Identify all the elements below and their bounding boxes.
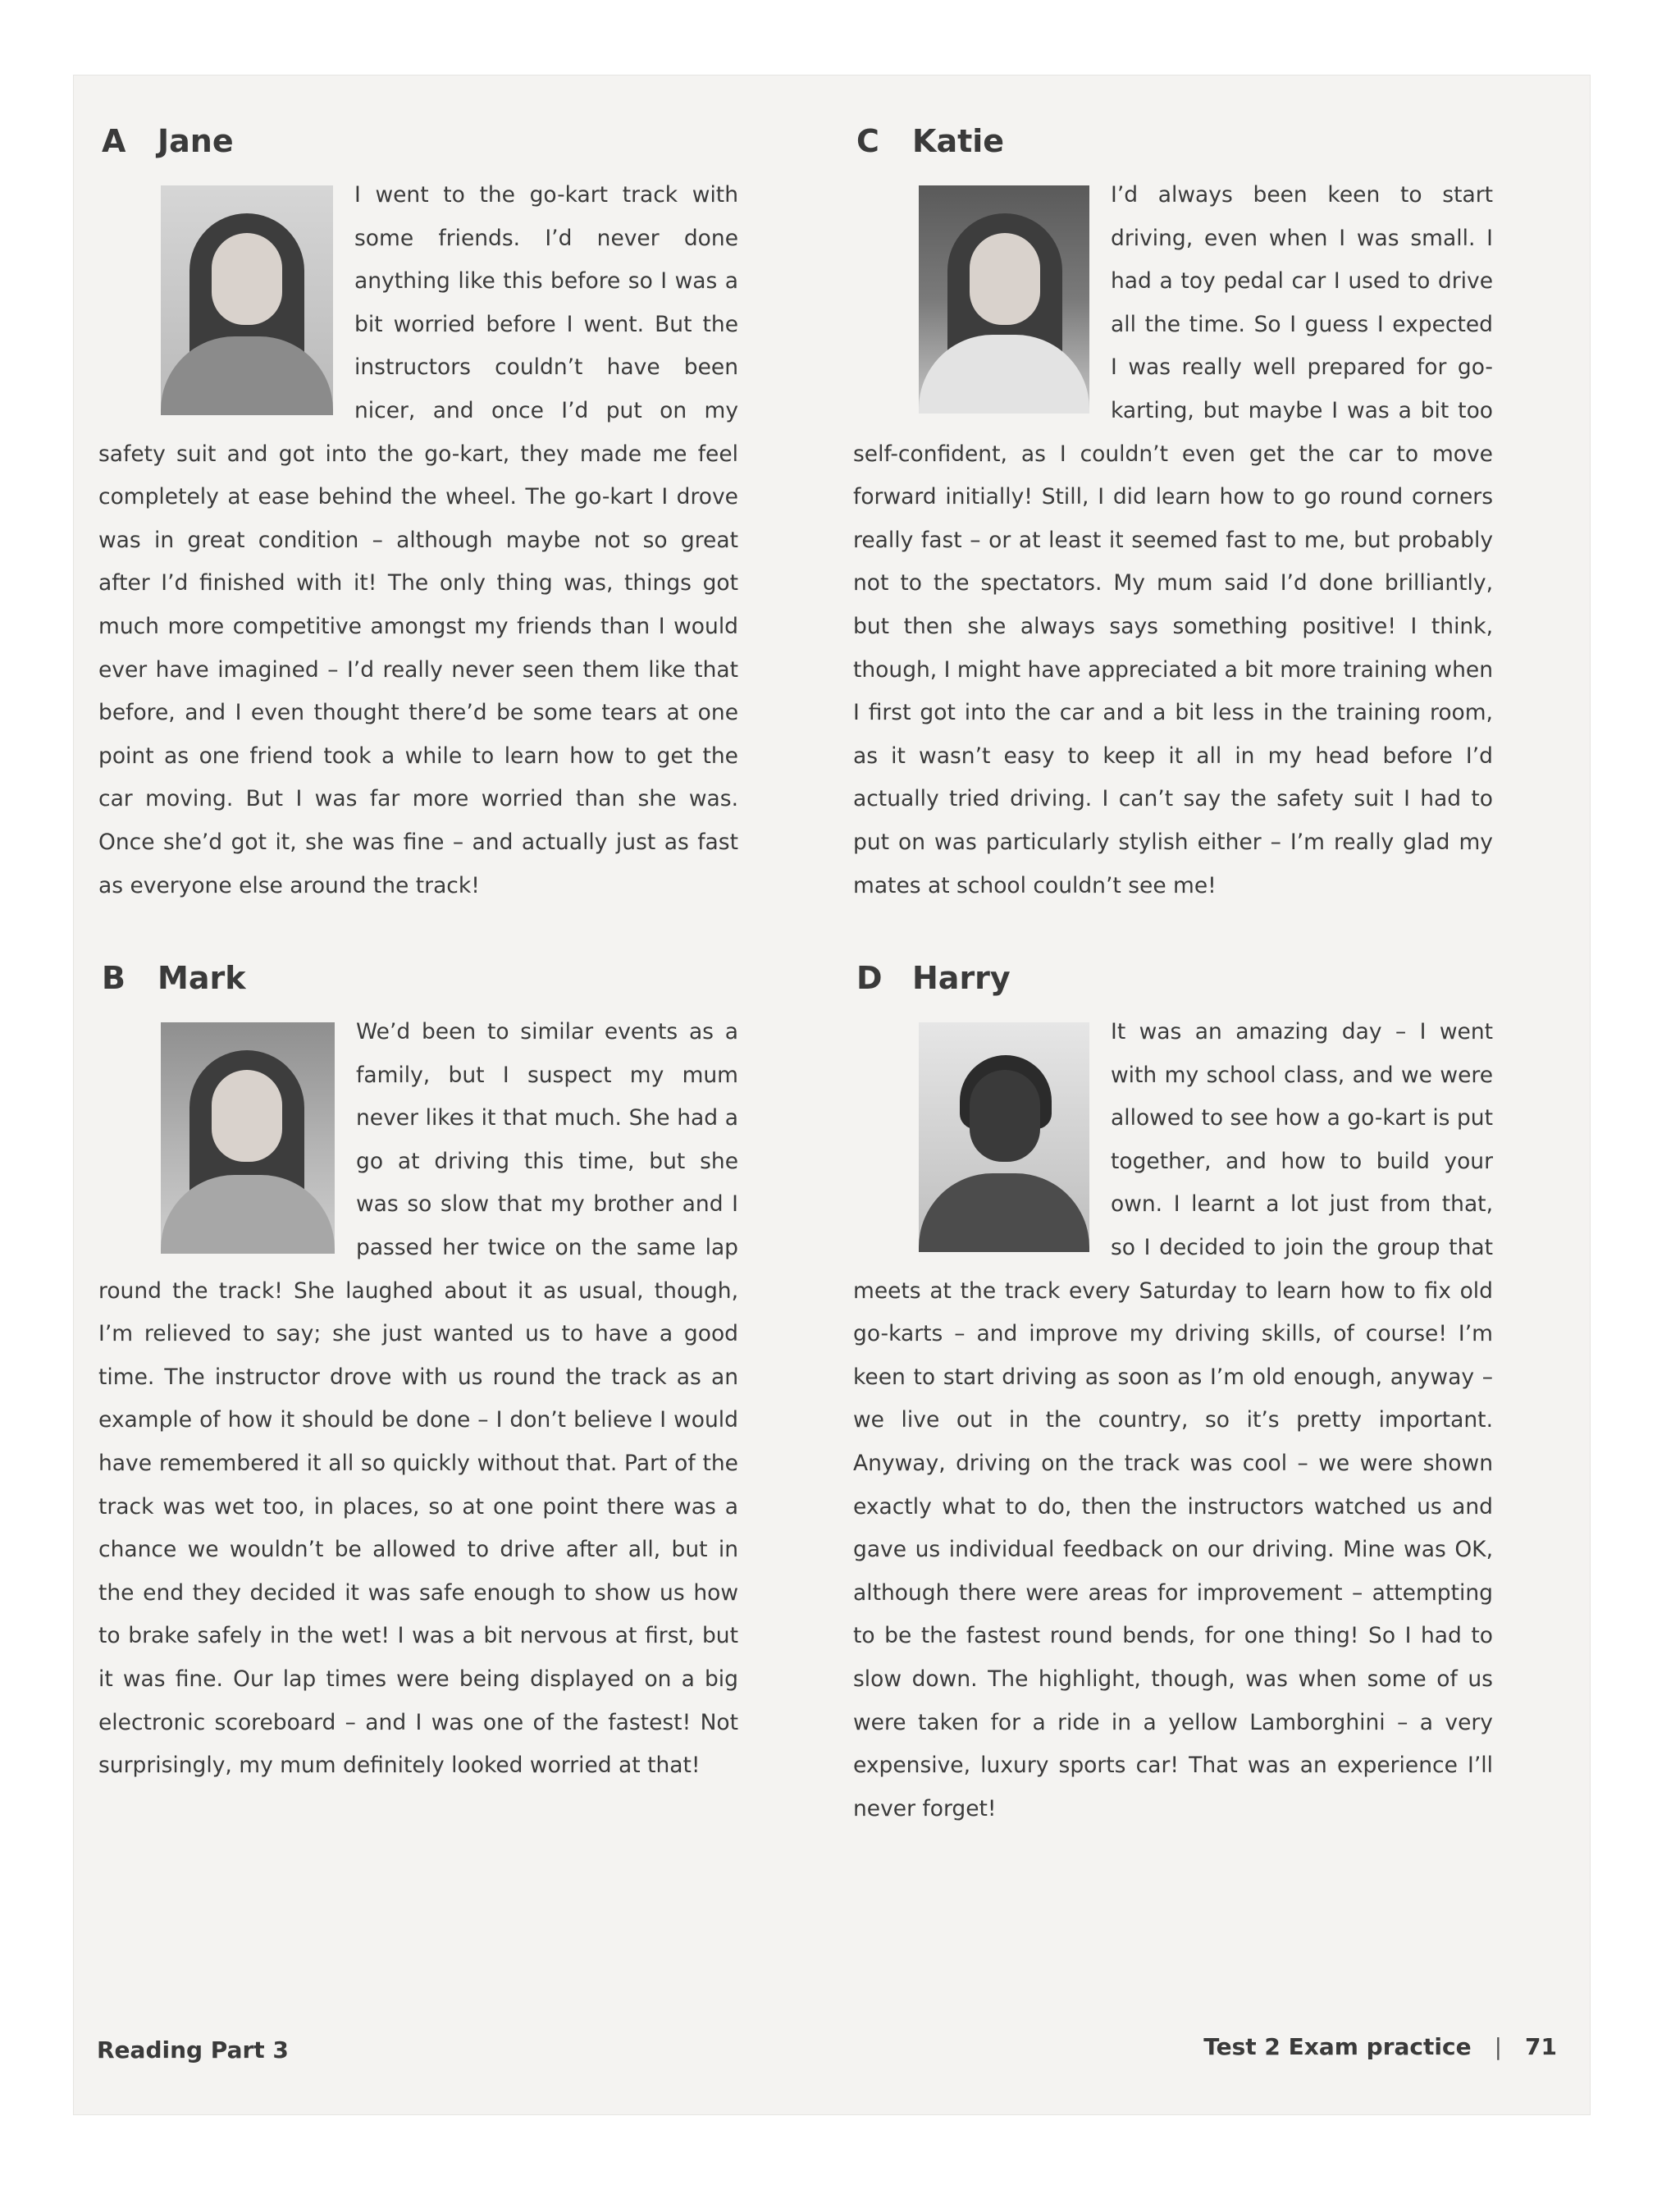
footer-right [1203,2033,1557,2060]
section-name: Mark [158,960,246,996]
footer-test-label: Test 2 Exam practice [1203,2033,1472,2060]
section-text: I went to the go-kart track with some friends. I’d never done anything like this before so I was a bit worried before I went. But the instructors couldn’t have been nicer, and once I’d put on my safety suit and got into the go-kart, they made me feel completely at ease behind the wheel. The go-kart I drove was in great condition – although maybe not so great after I’d finished with it! The only thing was, things got much more competitive amongst my friends than I would ever have imagined – I’d really never seen them like that before, and I even thought there’d be some tears at one point as one friend took a while to learn how to get the car moving. But I was far more worried than she was. Once she’d got it, she was fine – and actually just as fast as everyone else around the track! [98,182,738,898]
section-body [98,1011,738,1788]
footer-section-label: Reading Part 3 [97,2036,289,2064]
portrait-photo-icon [919,185,1089,414]
section-a [98,123,738,907]
section-text: We’d been to similar events as a family, but I suspect my mum never likes it that much. She had a go at driving this time, but she was so slow that my brother and I passed her twice on the same lap round the track! She laughed about it as usual, though, I’m relieved to say; she just wanted us to have a good time. The instructor drove with us round the track as an example of how it should be done – I don’t believe I would have remembered it all so quickly without that. Part of the track was wet too, in places, so at one point there was a chance we wouldn’t be allowed to drive after all, but in the end they decided it was safe enough to show us how to brake safely in the wet! I was a bit nervous at first, but it was fine. Our lap times were being displayed on a big electronic scoreboard – and I was one of the fastest! Not surprisingly, my mum definitely looked worried at that! [98,1019,738,1779]
portrait-photo-icon [919,1022,1089,1252]
section-b [98,960,738,1788]
portrait-photo-icon [161,1022,335,1254]
section-c [853,123,1493,907]
section-text: I’d always been keen to start driving, even when I was small. I had a toy pedal car I used to drive all the time. So I guess I expected I was really well prepared for go-karting, but maybe I was a bit too self-confident, as I couldn’t even get the car to move forward initially! Still, I did learn how to go round corners really fast – or at least it seemed fast to me, but probably not to the spectators. My mum said I’d done brilliantly, but then she always says something positive! I think, though, I might have appreciated a bit more training when I first got into the car and a bit less in the training room, as it wasn’t easy to keep it all in my head before I’d actually tried driving. I can’t say the safety suit I had to put on was particularly stylish either – I’m really glad my mates at school couldn’t see me! [853,182,1493,898]
section-body [853,174,1493,907]
section-letter: D [856,960,883,996]
section-heading [98,960,738,1011]
section-name: Jane [158,123,234,159]
section-name: Katie [912,123,1005,159]
page-number: 71 [1525,2033,1557,2060]
section-d [853,960,1493,1831]
section-heading [853,960,1493,1011]
section-name: Harry [912,960,1011,996]
section-heading [853,123,1493,174]
section-heading [98,123,738,174]
footer-separator: | [1494,2033,1503,2060]
section-letter: A [102,123,126,159]
section-body [853,1011,1493,1831]
section-letter: C [856,123,879,159]
portrait-photo-icon [161,185,333,415]
section-letter: B [102,960,126,996]
section-text: It was an amazing day – I went with my school class, and we were allowed to see how a go-kart is put together, and how to build your own. I learnt a lot just from that, so I decided to join the group that meets at the track every Saturday to learn how to fix old go-karts – and improve my driving skills, of course! I’m keen to start driving as soon as I’m old enough, anyway – we live out in the country, so it’s pretty important. Anyway, driving on the track was cool – we were shown exactly what to do, then the instructors watched us and gave us individual feedback on our driving. Mine was OK, although there were areas for improvement – attempting to be the fastest round bends, for one thing! So I had to slow down. The highlight, though, was when some of us were taken for a ride in a yellow Lamborghini – a very expensive, luxury sports car! That was an experience I’ll never forget! [853,1019,1493,1821]
section-body [98,174,738,907]
